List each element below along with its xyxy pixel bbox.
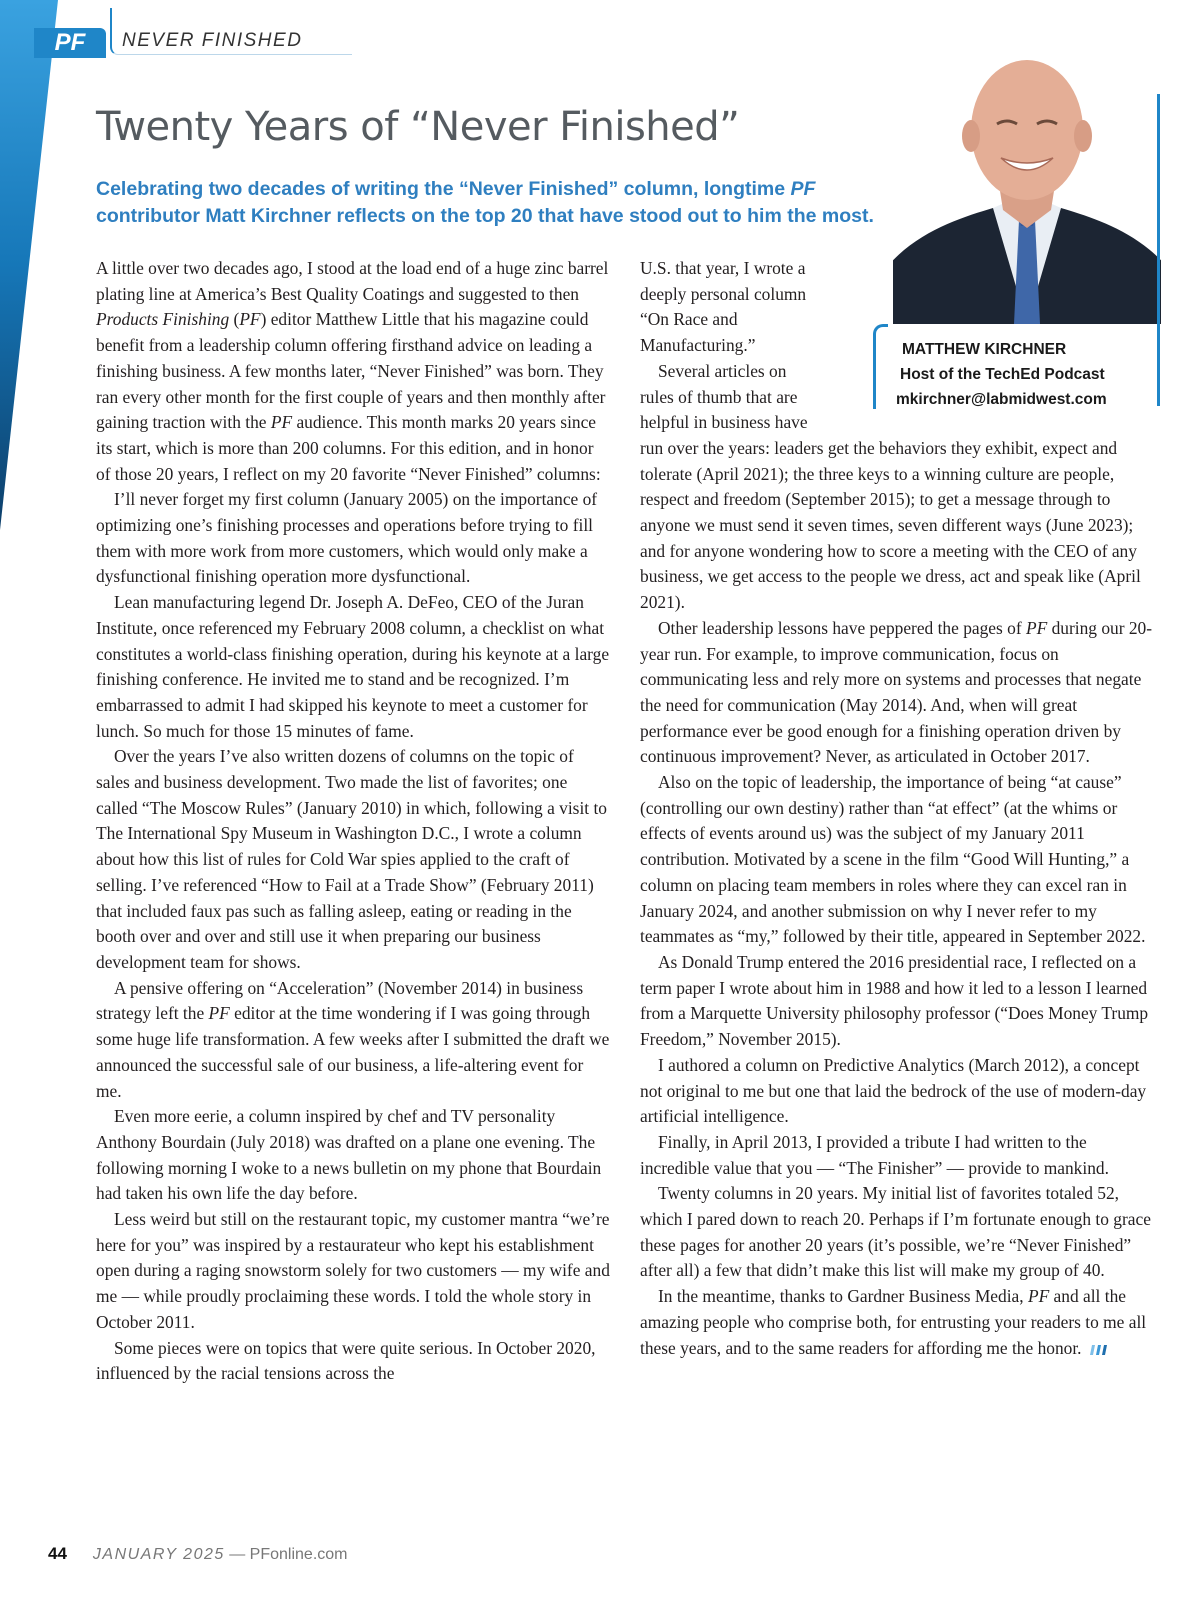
body-paragraph: I’ll never forget my first column (January 2005) on the importance of optimizing one’s finishing processes and operations before trying to fill them with more work from more customers, which would only make a dysfunctional finishing operation more dysfunctional. — [96, 489, 598, 587]
photo-rule — [1157, 94, 1160, 406]
page-footer — [48, 1544, 348, 1564]
body-paragraph: Some pieces were on topics that were quite serious. In October 2020, influenced by the racial tensions across the — [96, 1337, 596, 1384]
body-paragraph: Other leadership lessons have peppered the pages of PF during our 20-year run. For example, to improve communication, focus on communicating less and rely more on systems and processes that negate the need for communication (May 2014). And, when will great performance ever be good enough for a finishing operation driven by continuous improvement? Never, as articulated in October 2017. — [640, 617, 1153, 767]
footer-separator: — — [229, 1546, 246, 1563]
author-photo — [893, 32, 1161, 324]
section-label: NEVER FINISHED — [122, 30, 303, 51]
body-column-left — [96, 256, 611, 1387]
issue-date: JANUARY 2025 — [92, 1546, 225, 1563]
article-deck: Celebrating two decades of writing the “Never Finished” column, longtime PF contributor Matt Kirchner reflects on the top 20 that have stood out to him the most. — [96, 178, 874, 227]
body-paragraph: A little over two decades ago, I stood at the load end of a huge zinc barrel plating line at America’s Best Quality Coatings and suggested to then Products Finishing (PF) editor Matthew Little that his magazine could benefit from a leadership column offering firsthand advice on leading a finishing business. A few months later, “Never Finished” was born. They ran every other month for the first couple of years and then monthly after gaining traction with the PF audience. This month marks 20 years since its start, which is more than 200 columns. For this edition, and in honor of those 20 years, I reflect on my 20 favorite “Never Finished” columns: — [96, 258, 609, 484]
body-paragraph: Even more eerie, a column inspired by chef and TV personality Anthony Bourdain (July 2018) was drafted on a plane one evening. The following morning I woke to a news bulletin on my phone that Bourdain had taken his own life the day before. — [96, 1106, 602, 1204]
end-mark-icon — [1090, 1345, 1108, 1355]
side-stripe — [0, 0, 70, 530]
footer-site[interactable]: PFonline.com — [249, 1546, 348, 1563]
body-paragraph: Lean manufacturing legend Dr. Joseph A. DeFeo, CEO of the Juran Institute, once referenced my February 2008 column, a checklist on what constitutes a world-class finishing operation, during his keynote at a large finishing conference. He invited me to stand and be recognized. I’m embarrassed to admit I had skipped his keynote to meet a customer for lunch. So much for those 15 minutes of fame. — [96, 592, 610, 741]
caption-bracket — [873, 324, 888, 409]
body-paragraph: As Donald Trump entered the 2016 presidential race, I reflected on a term paper I wrote about him in 1988 and how it led to a lesson I learned from a Marquette University philosophy professor (“Does Money Trump Freedom,” November 2015). — [640, 951, 1149, 1050]
author-name: MATTHEW KIRCHNER — [902, 341, 1067, 358]
body-paragraph: Twenty columns in 20 years. My initial list of favorites totaled 52, which I pared down to reach 20. Perhaps if I’m fortunate enough to grace these pages for another 20 years (it’s possible, we’re “Never Finished” after all) a few that didn’t make this list will make my group of 40. — [640, 1183, 1151, 1281]
body-paragraph: Over the years I’ve also written dozens of columns on the topic of sales and business development. Two made the list of favorites; one called “The Moscow Rules” (January 2010) in which, following a visit to The International Spy Museum in Washington D.C., I wrote a column about how this list of rules for Cold War spies applied to the craft of selling. I’ve referenced “How to Fail at a Trade Show” (February 2011) that included faux pas such as falling asleep, eating or reading in the booth over and over and still use it when preparing our business development team for shows. — [96, 746, 607, 972]
author-caption — [896, 337, 1107, 412]
body-paragraph: A pensive offering on “Acceleration” (November 2014) in business strategy left the PF editor at the time wondering if I was going through some huge life transformation. A few weeks after I submitted the draft we announced the successful sale of our business, a life-altering event for me. — [96, 977, 610, 1101]
body-paragraph: Less weird but still on the restaurant topic, my customer mantra “we’re here for you” was inspired by a restaurateur who kept his establishment open during a raging snowstorm solely for two customers — my wife and me — while proudly proclaiming these words. I told the whole story in October 2011. — [96, 1209, 610, 1332]
body-paragraph: I authored a column on Predictive Analytics (March 2012), a concept not original to me but one that laid the bedrock of the use of modern-day artificial intelligence. — [640, 1054, 1147, 1127]
pf-badge: PF — [34, 28, 106, 58]
body-paragraph: Also on the topic of leadership, the importance of being “at cause” (controlling our own destiny) rather than “at effect” (at the whims or effects of events around us) was the subject of my January 2011 contribution. Motivated by a scene in the film “Good Will Hunting,” a column on placing team members in roles where they can excel ran in January 2024, and another submission on why I never refer to my teammates as “my,” followed by their title, appeared in September 2022. — [640, 772, 1146, 947]
body-paragraph: Finally, in April 2013, I provided a tribute I had written to the incredible value that you — “The Finisher” — provide to mankind. — [640, 1131, 1109, 1178]
body-column-right — [640, 256, 1158, 1361]
author-email[interactable]: mkirchner@labmidwest.com — [896, 391, 1107, 408]
author-role: Host of the TechEd Podcast — [900, 366, 1105, 383]
body-paragraph: In the meantime, thanks to Gardner Business Media, PF and all the amazing people who comprise both, for entrusting your readers to me all these years, and to the same readers for affording me the honor. — [640, 1286, 1147, 1358]
body-paragraph: U.S. that year, I wrote a deeply personal column “On Race and Manufacturing.” — [640, 258, 807, 356]
body-paragraph: Several articles on rules of thumb that are helpful in business have run over the years: leaders get the behaviors they exhibit, expect and tolerate (April 2021); the three keys to a winning culture are people, respect and freedom (September 2015); to get a message through to anyone we must send it seven times, seven different ways (June 2023); and for anyone wondering how to score a meeting with the CEO of any business, we get access to the people we dress, act and speak like (April 2021). — [640, 360, 1141, 613]
article-title: Twenty Years of “Never Finished” — [96, 104, 740, 150]
page-number: 44 — [48, 1544, 67, 1563]
